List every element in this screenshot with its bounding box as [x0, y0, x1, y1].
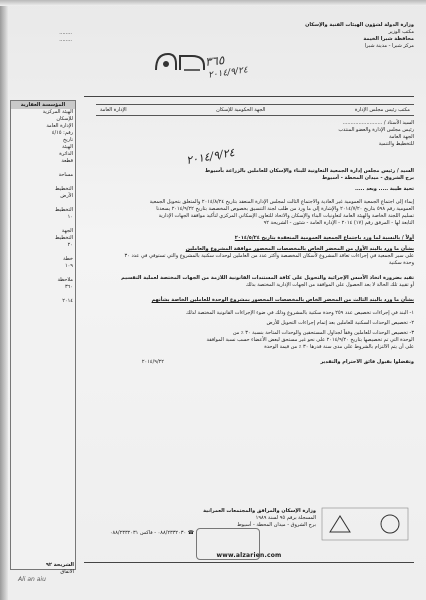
- sidebar-line: التخطيط: [54, 207, 73, 213]
- body-paragraph-line: التابعة لها - المرفق رقم (١٧) ٢٠١٤ - الإدارة العامة - شئون - الشريحة ٩٢: [263, 220, 414, 226]
- handwritten-date: ٢٠١٤/٩/٢٤: [185, 145, 236, 168]
- body-paragraph-line: أو تقييد تلك الحالة لا بعد الحصول على الموافقة من الجهات الإدارية المختصة بذلك: [245, 282, 414, 288]
- sidebar-line: ٣٦٠: [64, 284, 73, 290]
- sidebar-line: تاريخ: [63, 137, 73, 143]
- list-item: الوحدة التي تم تخصيصها بتاريخ ٢٠١٤/٩/٢٠ على نحو غير مستحق لبعض الأعضاء حسب نسبة الموافقة: [206, 337, 414, 343]
- footer-reg: المسجلة برقم ٩٥ لسنة ١٩٨٩: [255, 515, 316, 521]
- sidebar-line: ١٠٩: [64, 263, 73, 269]
- footer-org-block: [203, 508, 316, 529]
- sidebar-line: [11, 249, 75, 256]
- sidebar-line: ٢٠١٤: [62, 298, 73, 304]
- header-left-line: ........: [59, 30, 72, 36]
- divider: [84, 96, 414, 97]
- scan-shadow-top: [0, 0, 426, 6]
- header-line: مكتب الوزير: [388, 29, 414, 35]
- subsection-heading: بشأن ما ورد بالبند الأول من المحضر الخاص بالمخصصات المحصور موافقة المشروع والعاملين: [185, 246, 414, 252]
- recipient-line: للتخطيط والتنمية: [378, 141, 414, 147]
- sidebar-line: مساحة: [58, 172, 73, 178]
- section-heading: أولاً / بالنسبة لما ورد باجتماع الجمعية العمومية المنعقدة بتاريخ ٢٠١٤/٥/٢٤: [234, 235, 414, 241]
- sidebar-line: التخطيط: [54, 235, 73, 241]
- sidebar-line: [11, 221, 75, 228]
- letter-body: [84, 168, 414, 366]
- sidebar-line: ملاحظة: [57, 277, 73, 283]
- header-line: مركز شبرا - مدينة شبرا: [364, 43, 414, 49]
- sidebar-footer-line: الاتفاق: [60, 569, 74, 575]
- subsection-heading: بشأن ما ورد بالبند الثالث من المحضر الخاص بالمخصصات المحصور بمشروع الوحدة للعاملين الخاصة بشأنهم: [151, 297, 414, 303]
- recipient-line: رئيس مجلس الإدارة والعضو المنتدب: [338, 127, 414, 133]
- body-paragraph-line: تسليم اللجنة الخاصة والهيئة العامة لتعاونيات البناء والإسكان والاتحاد للتعاون الإسكاني المركزي لتأكيد موافقة الجهات الإدارية: [158, 213, 414, 219]
- closing-number: ٢٠١٤/٩/٢٢: [141, 359, 164, 365]
- footer-address: برج الشروق - ميدان المحطة - أسيوط: [237, 522, 316, 528]
- sidebar-line: [11, 270, 75, 277]
- sidebar-line: قطعة: [61, 158, 73, 164]
- closing: وتفضلوا بقبول فائق الاحترام والتقدير: [320, 359, 414, 365]
- body-paragraph-line: العمومية رقم ٥٩٨ بتاريخ ٢٠١٤/٧/٢٠ والإشارة إلى ما ورد من طلب لجنة التنسيق بخصوص المخصصة بتاريخ ٢٠١٤/٩/٢٢ يسعدنا: [156, 206, 414, 212]
- list-item: ١- البند في إجراءات تخصيص عدد ٢٥٩ وحدة سكنية بالمشروع وذلك في ضوء الإجراءات القانونية المختصة لذلك: [186, 310, 414, 316]
- sidebar-line: الهيئة المركزية: [42, 109, 73, 115]
- salutation: السيد / رئيس مجلس إدارة الجمعية التعاونية للبناء والإسكان للعاملين بالزراعة بأسيوط: [205, 168, 414, 174]
- handwritten-signature: Ali an aiu: [18, 576, 46, 583]
- organization-logo: [150, 48, 210, 76]
- sidebar-line: [11, 179, 75, 186]
- body-paragraph-line: إيماء إلى اجتماع الجمعية العمومية غير العادية والاجتماع الثالث لمجلس الإدارة المنعقد بتاريخ ٢٠١٤/٨/٢٤ والمتعلق بتحويل الجمعية: [149, 199, 414, 205]
- sidebar-line: الأرض: [60, 193, 73, 199]
- sidebar-lines: [11, 109, 75, 305]
- footer-phone-block: [84, 530, 194, 537]
- sidebar-footer: [10, 562, 74, 576]
- sidebar-line: التخطيط: [54, 186, 73, 192]
- list-item: على أن يتم الالتزام بالشروط على مدى سنة قدرها ٣٠ ٪ من قيمة الوحدة: [264, 344, 414, 350]
- list-item: ٣- تخصيص الوحدات للعاملين وفقاً لجداول المستحقين والوحدات المتاحة بنسبة ٣٠ ٪ من: [232, 330, 414, 336]
- header-left-block: [12, 30, 72, 44]
- footer-divider: [84, 562, 414, 563]
- header-line: وزارة الدولة لشؤون الهيئات الفنية والإسكان: [305, 22, 414, 28]
- footer-org: وزارة الإسكان والمرافق والمجتمعات العمرانية: [203, 508, 316, 514]
- recipient-line: السيد الأستاذ / .........................: [342, 120, 414, 126]
- sidebar-line: خطة: [63, 256, 73, 262]
- greeting: تحية طيبة ..... وبعد .....: [354, 186, 414, 192]
- sidebar-line: [11, 165, 75, 172]
- recipient-line: الجهة العامة: [389, 134, 414, 140]
- bar-right-label: مكتب رئيس مجلس الإدارة: [354, 107, 410, 113]
- sidebar-line: رقم: ٤/١٥: [51, 130, 73, 136]
- sidebar-line: الهيئة: [62, 144, 73, 150]
- sidebar-line: [11, 200, 75, 207]
- body-paragraph-line: وحدة سكنية: [389, 260, 414, 266]
- sidebar-line: الجهة: [61, 228, 73, 234]
- body-paragraph-line: تفيد بضرورة اتخاذ الأسس الإجرائية والتحويل على كافة المستندات القانونية اللازمة من الجهات المختصة لعملية التقسيم: [121, 275, 414, 281]
- header-left-line: ........: [59, 37, 72, 43]
- inbound-date: ٢٠١٤/٩/٢٤: [207, 65, 249, 81]
- website-url: www.alzarien.com: [216, 552, 282, 559]
- left-sidebar: [10, 100, 76, 570]
- footer-phone: ☎ ٠٨٨/٢٣٣٢٠٣٠ - فاكس ٠٨٨/٢٣٣٢٠٣١: [109, 530, 194, 536]
- sidebar-line: ٢٠: [67, 242, 73, 248]
- recipient-block: [274, 120, 414, 148]
- header-bar: [96, 104, 414, 116]
- sidebar-line: الإدارة العامة: [46, 123, 73, 129]
- body-paragraph-line: على سير الجمعية في إجراءات تعاقد المشروع لأسكان المخصصة وأكثر عدد من العاملين لوحدات سكنية بالمشروع والتي تستوفي في عدد ٣٠: [124, 253, 414, 259]
- scan-shadow-left: [0, 0, 8, 600]
- footer-logo: [320, 506, 410, 542]
- header-right-block: [294, 22, 414, 50]
- sidebar-line: للإسكان: [56, 116, 73, 122]
- bar-center-label: الجهة الحكومية للإسكان: [216, 107, 266, 113]
- sidebar-line: ١٠: [67, 214, 73, 220]
- list-item: ٢- تخصيص الوحدات السكنية للعاملين بعد إتمام إجراءات التحويل للأرض: [266, 320, 414, 326]
- address: برج الشروق - ميدان المحطة - أسيوط: [321, 175, 414, 181]
- inbound-number: ٣٦٥: [204, 53, 226, 69]
- sidebar-line: [11, 291, 75, 298]
- header-line: محافظة شبرا الخيمة: [363, 36, 414, 42]
- sidebar-line: الدائرة: [59, 151, 73, 157]
- sidebar-title: المؤسسة العقارية: [11, 101, 75, 109]
- bar-left-label: الإدارة العامة: [100, 107, 127, 113]
- sidebar-footer-line: الشريحة ٩٢: [45, 562, 74, 568]
